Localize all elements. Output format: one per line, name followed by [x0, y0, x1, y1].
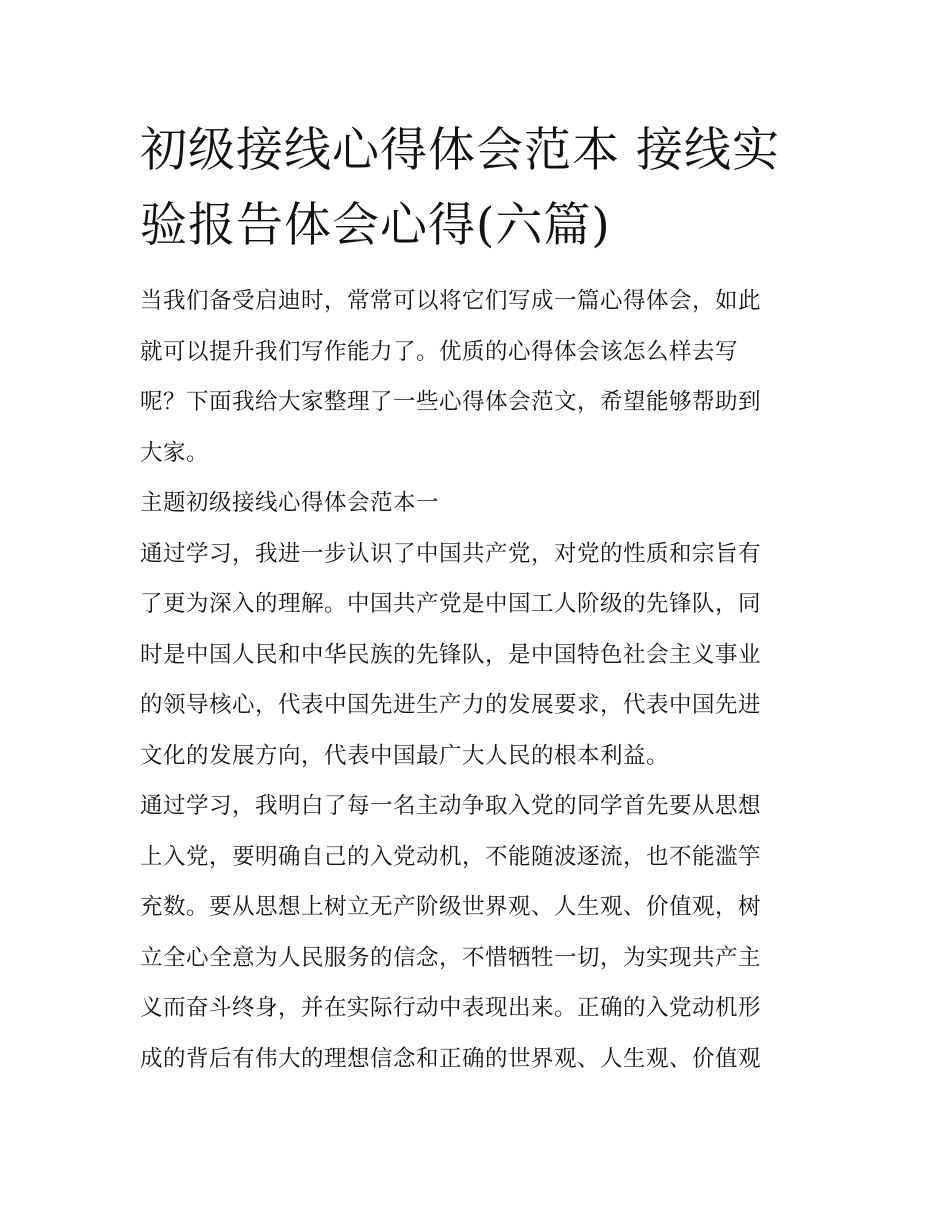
- body-line: 文化的发展方向，代表中国最广大人民的根本利益。: [140, 742, 670, 769]
- body-line: 通过学习，我明白了每一名主动争取入党的同学首先要从思想: [140, 793, 762, 819]
- body-line: 充数。要从思想上树立无产阶级世界观、人生观、价值观，树: [140, 894, 762, 920]
- title-line-2: 验报告体会心得(六篇): [140, 198, 611, 253]
- document-title: [140, 113, 815, 263]
- body-line: 当我们备受启迪时，常常可以将它们写成一篇心得体会，如此: [140, 288, 762, 314]
- body-line: 成的背后有伟大的理想信念和正确的世界观、人生观、价值观: [140, 1045, 762, 1072]
- body-line: 的领导核心，代表中国先进生产力的发展要求，代表中国先进: [140, 692, 762, 718]
- title-line-1: 初级接线心得体会范本 接线实: [140, 123, 780, 178]
- body-line: 就可以提升我们写作能力了。优质的心得体会该怎么样去写: [140, 338, 739, 365]
- body-line: 呢？下面我给大家整理了一些心得体会范文，希望能够帮助到: [140, 389, 762, 415]
- document-body: [140, 276, 815, 1084]
- body-line: 时是中国人民和中华民族的先锋队，是中国特色社会主义事业: [140, 641, 762, 668]
- body-line: 上入党，要明确自己的入党动机，不能随波逐流，也不能滥竽: [140, 843, 762, 870]
- body-line: 通过学习，我进一步认识了中国共产党，对党的性质和宗旨有: [140, 540, 762, 567]
- body-line: 立全心全意为人民服务的信念，不惜牺牲一切，为实现共产主: [140, 944, 762, 971]
- body-line: 义而奋斗终身，并在实际行动中表现出来。正确的入党动机形: [140, 995, 762, 1021]
- body-line: 大家。: [140, 439, 210, 466]
- section-heading: 主题初级接线心得体会范本一: [140, 490, 440, 516]
- body-line: 了更为深入的理解。中国共产党是中国工人阶级的先锋队，同: [140, 591, 762, 617]
